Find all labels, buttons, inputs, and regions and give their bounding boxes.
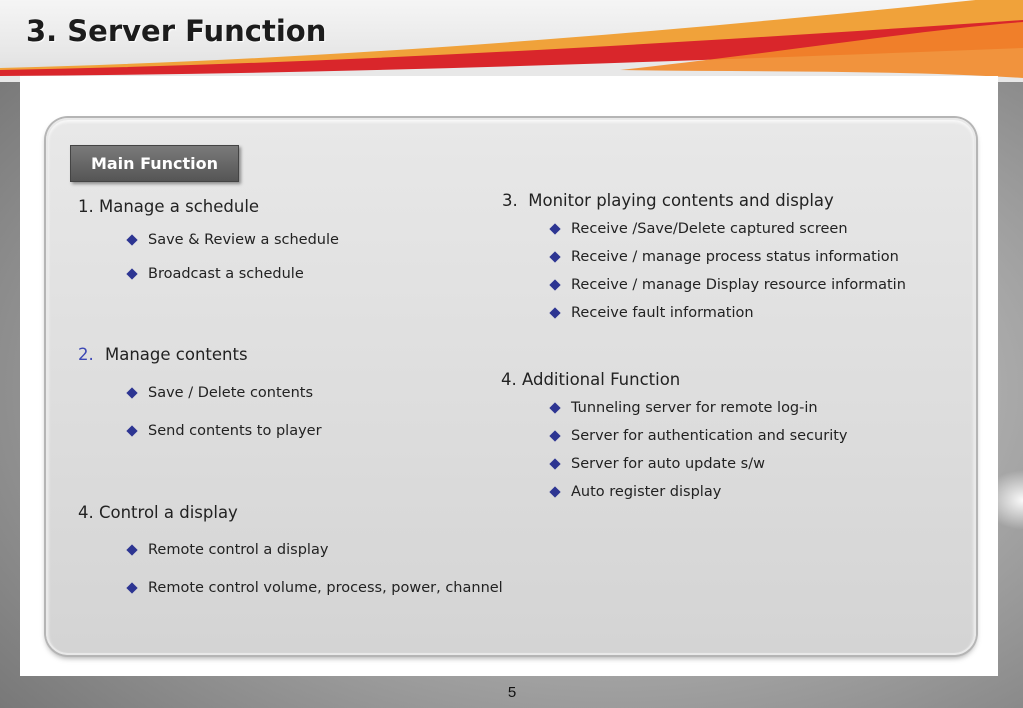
- heading-text: Manage contents: [105, 345, 248, 364]
- diamond-bullet-icon: [126, 425, 137, 436]
- heading-manage-contents: [78, 345, 248, 364]
- edge-glow: [983, 470, 1023, 530]
- diamond-bullet-icon: [549, 458, 560, 469]
- list-item: [549, 428, 848, 444]
- diamond-bullet-icon: [549, 486, 560, 497]
- diamond-bullet-icon: [549, 402, 560, 413]
- list-item: [549, 456, 765, 472]
- diamond-bullet-icon: [126, 387, 137, 398]
- diamond-bullet-icon: [549, 279, 560, 290]
- heading-additional-function: 4. Additional Function: [501, 370, 681, 389]
- diamond-bullet-icon: [549, 430, 560, 441]
- diamond-bullet-icon: [549, 223, 560, 234]
- list-item-label: Receive fault information: [571, 305, 754, 321]
- list-item: [126, 580, 503, 596]
- diamond-bullet-icon: [126, 544, 137, 555]
- list-item-label: Broadcast a schedule: [148, 266, 304, 282]
- list-item-label: Remote control a display: [148, 542, 329, 558]
- list-item-label: Receive / manage process status information: [571, 249, 899, 265]
- diamond-bullet-icon: [126, 268, 137, 279]
- heading-number: 2.: [78, 345, 94, 364]
- list-item: [126, 542, 328, 558]
- page-number: 5: [507, 684, 517, 701]
- heading-control-display: 4. Control a display: [78, 503, 238, 522]
- list-item: [549, 277, 906, 293]
- list-item: [126, 232, 339, 248]
- heading-monitor-contents: 3. Monitor playing contents and display: [502, 191, 834, 210]
- diamond-bullet-icon: [549, 307, 560, 318]
- list-item-label: Server for auto update s/w: [571, 456, 765, 472]
- diamond-bullet-icon: [126, 582, 137, 593]
- list-item-label: Tunneling server for remote log-in: [571, 400, 818, 416]
- section-label: Main Function: [70, 145, 239, 182]
- list-item: [126, 385, 313, 401]
- header-band: [0, 0, 1023, 82]
- list-item-label: Receive /Save/Delete captured screen: [571, 221, 848, 237]
- list-item-label: Server for authentication and security: [571, 428, 848, 444]
- list-item: [549, 484, 721, 500]
- diamond-bullet-icon: [126, 234, 137, 245]
- diamond-bullet-icon: [549, 251, 560, 262]
- list-item-label: Save / Delete contents: [148, 385, 314, 401]
- list-item: [126, 423, 322, 439]
- list-item: [549, 305, 754, 321]
- list-item-label: Auto register display: [571, 484, 722, 500]
- list-item: [549, 249, 899, 265]
- page-title: 3. Server Function: [26, 14, 327, 48]
- list-item: [549, 221, 848, 237]
- list-item-label: Save & Review a schedule: [148, 232, 339, 248]
- list-item-label: Remote control volume, process, power, channel: [148, 580, 503, 596]
- list-item-label: Send contents to player: [148, 423, 322, 439]
- heading-manage-schedule: 1. Manage a schedule: [78, 197, 260, 216]
- list-item: [126, 266, 304, 282]
- list-item-label: Receive / manage Display resource informatin: [571, 277, 906, 293]
- list-item: [549, 400, 818, 416]
